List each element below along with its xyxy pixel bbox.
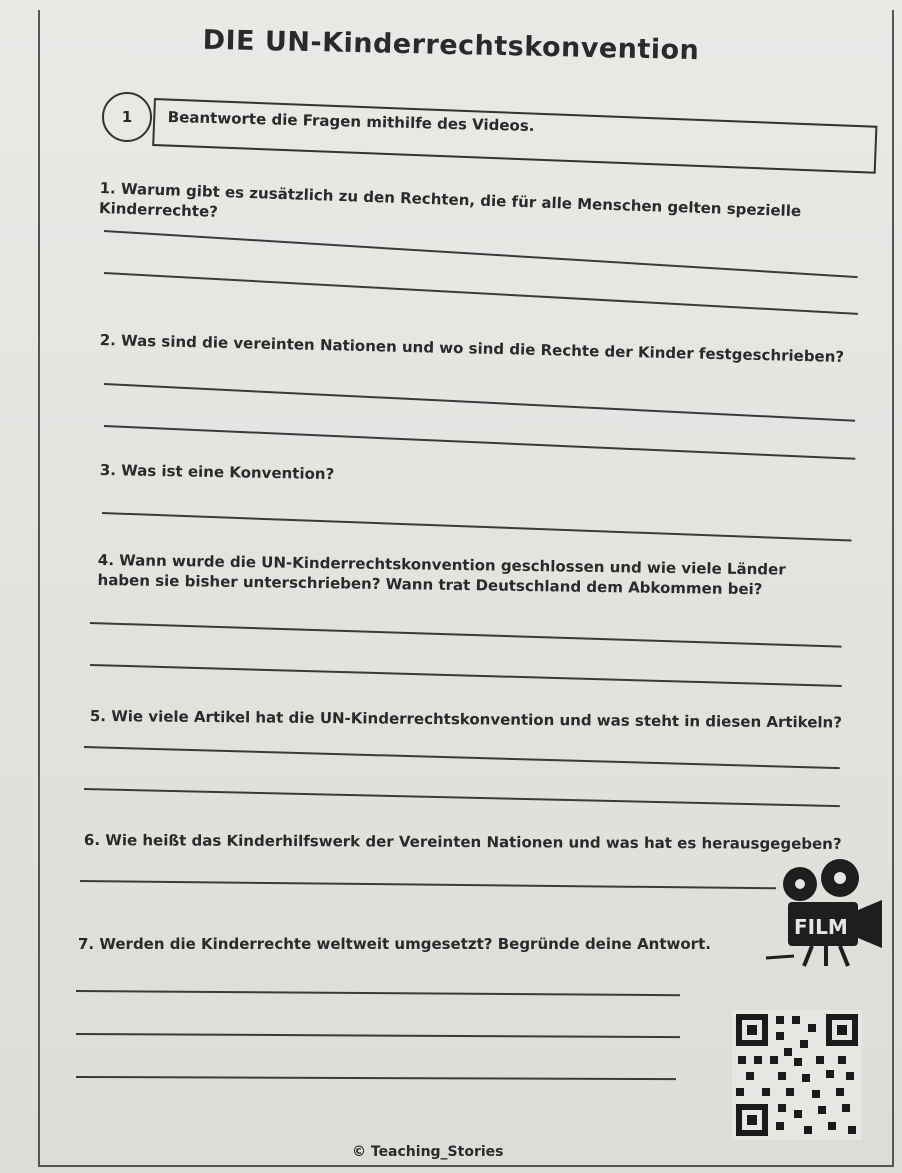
qr-code-icon[interactable] bbox=[732, 1010, 862, 1140]
film-label: FILM bbox=[794, 915, 848, 939]
question-2: 2. Was sind die vereinten Nationen und wo sind die Rechte der Kinder festgeschrieben? bbox=[99, 330, 845, 366]
task-instruction: Beantworte die Fragen mithilfe des Videos. bbox=[167, 108, 535, 135]
question-1: 1. Warum gibt es zusätzlich zu den Rechten, die für alle Menschen gelten spezielle Kinderrechte? bbox=[98, 178, 802, 221]
question-6: 6. Wie heißt das Kinderhilfswerk der Vereinten Nationen und was hat es herausgegeben? bbox=[83, 831, 842, 853]
question-4: 4. Wann wurde die UN-Kinderrechtskonvention geschlossen und wie viele Länder haben sie bisher unterschrieben? Wann trat Deutschland dem Abkommen bei? bbox=[97, 550, 786, 599]
film-camera-icon bbox=[766, 848, 886, 978]
copyright-notice: © Teaching_Stories bbox=[352, 1144, 504, 1160]
task-number-badge: 1 bbox=[102, 92, 152, 142]
question-7: 7. Werden die Kinderrechte weltweit umgesetzt? Begründe deine Antwort. bbox=[78, 935, 711, 953]
page-title: DIE UN-Kinderrechtskonvention bbox=[202, 24, 700, 67]
question-5: 5. Wie viele Artikel hat die UN-Kinderrechtskonvention und was steht in diesen Artikeln? bbox=[89, 706, 843, 732]
question-3: 3. Was ist eine Konvention? bbox=[99, 460, 335, 484]
